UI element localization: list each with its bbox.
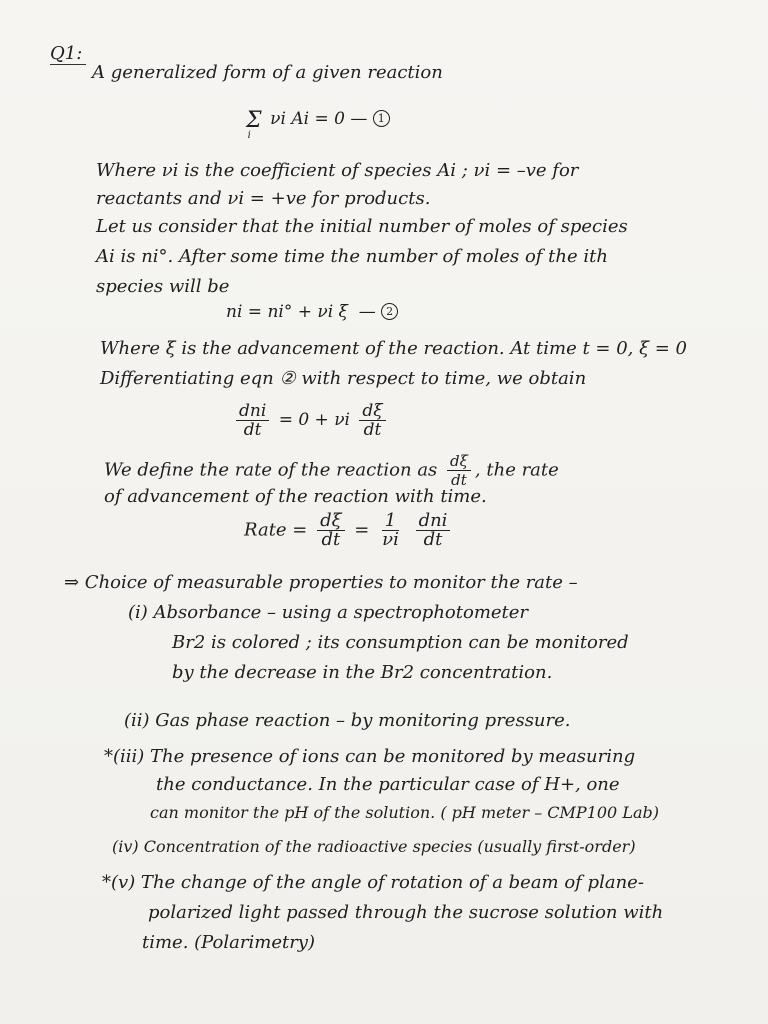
fraction-numerator: dni bbox=[236, 402, 269, 421]
list-item-detail: polarized light passed through the sucrose solution with bbox=[148, 902, 664, 923]
list-item: (iv) Concentration of the radioactive species (usually first-order) bbox=[112, 837, 636, 856]
section-heading: ⇒ Choice of measurable properties to monitor the rate – bbox=[64, 572, 578, 593]
list-item-detail: Br2 is colored ; its consumption can be monitored bbox=[172, 632, 629, 653]
text-line: Ai is ni°. After some time the number of moles of the ith bbox=[96, 246, 608, 267]
rate-label: Rate = bbox=[244, 519, 308, 541]
fraction-denominator: dt bbox=[423, 529, 443, 550]
list-item: *(iii) The presence of ions can be monitored by measuring bbox=[104, 746, 636, 767]
equation-1-expression: νi Ai = 0 bbox=[270, 109, 345, 129]
fraction-denominator: dt bbox=[451, 471, 467, 489]
fraction-numerator: dξ bbox=[447, 452, 471, 471]
fraction-numerator: dξ bbox=[317, 512, 344, 531]
fraction-numerator: 1 bbox=[382, 512, 399, 531]
equation-3-middle: = 0 + νi bbox=[278, 410, 350, 430]
text-line: reactants and νi = +ve for products. bbox=[96, 188, 431, 209]
text-line: of advancement of the reaction with time. bbox=[104, 486, 487, 507]
intro-line: A generalized form of a given reaction bbox=[92, 62, 443, 83]
summation-index: i bbox=[247, 130, 251, 141]
list-item: (i) Absorbance – using a spectrophotometer bbox=[128, 602, 529, 623]
equation-3 bbox=[232, 402, 390, 439]
equation-1-number: 1 bbox=[373, 110, 390, 127]
summation-symbol: Σ bbox=[246, 108, 262, 133]
rate-definition-text-end: , the rate bbox=[474, 459, 559, 481]
fraction-denominator: dt bbox=[321, 529, 341, 550]
fraction-1-over-nui bbox=[379, 512, 402, 549]
rate-definition-line bbox=[104, 452, 559, 489]
equals-sign: = bbox=[354, 519, 370, 541]
fraction-dxi-dt bbox=[447, 452, 471, 489]
fraction-dni-dt bbox=[416, 512, 451, 549]
fraction-numerator: dξ bbox=[359, 402, 385, 421]
fraction-dni-dt bbox=[236, 402, 269, 439]
rate-definition-text: We define the rate of the reaction as bbox=[104, 459, 438, 481]
text-line: Where ξ is the advancement of the reaction. At time t = 0, ξ = 0 bbox=[100, 338, 687, 359]
equation-1 bbox=[246, 108, 390, 141]
fraction-denominator: νi bbox=[382, 529, 399, 550]
equation-4 bbox=[244, 512, 454, 549]
list-item-detail: the conductance. In the particular case of H+, one bbox=[156, 774, 620, 795]
list-item: (ii) Gas phase reaction – by monitoring pressure. bbox=[124, 710, 571, 731]
equation-2-number: 2 bbox=[381, 303, 398, 320]
fraction-denominator: dt bbox=[243, 420, 262, 440]
list-item-detail: by the decrease in the Br2 concentration. bbox=[172, 662, 553, 683]
question-number: Q1: bbox=[50, 43, 86, 65]
list-item-detail: can monitor the pH of the solution. ( pH meter – CMP100 Lab) bbox=[150, 803, 659, 822]
list-item-detail: time. (Polarimetry) bbox=[142, 932, 315, 953]
text-line: Let us consider that the initial number of moles of species bbox=[96, 216, 628, 237]
equation-2 bbox=[226, 302, 398, 322]
text-line: Where νi is the coefficient of species Ai ; νi = –ve for bbox=[96, 160, 579, 181]
fraction-dxi-dt bbox=[317, 512, 344, 549]
equation-2-expression: ni = ni° + νi ξ bbox=[226, 302, 348, 322]
fraction-dxi-dt bbox=[359, 402, 385, 439]
text-line: Differentiating eqn ② with respect to time, we obtain bbox=[100, 368, 587, 389]
list-item: *(v) The change of the angle of rotation of a beam of plane- bbox=[102, 872, 644, 893]
equation-1-dash: — bbox=[350, 109, 368, 129]
fraction-denominator: dt bbox=[363, 420, 382, 440]
equation-2-dash: — bbox=[358, 302, 376, 322]
text-line: species will be bbox=[96, 276, 230, 297]
fraction-numerator: dni bbox=[416, 512, 451, 531]
